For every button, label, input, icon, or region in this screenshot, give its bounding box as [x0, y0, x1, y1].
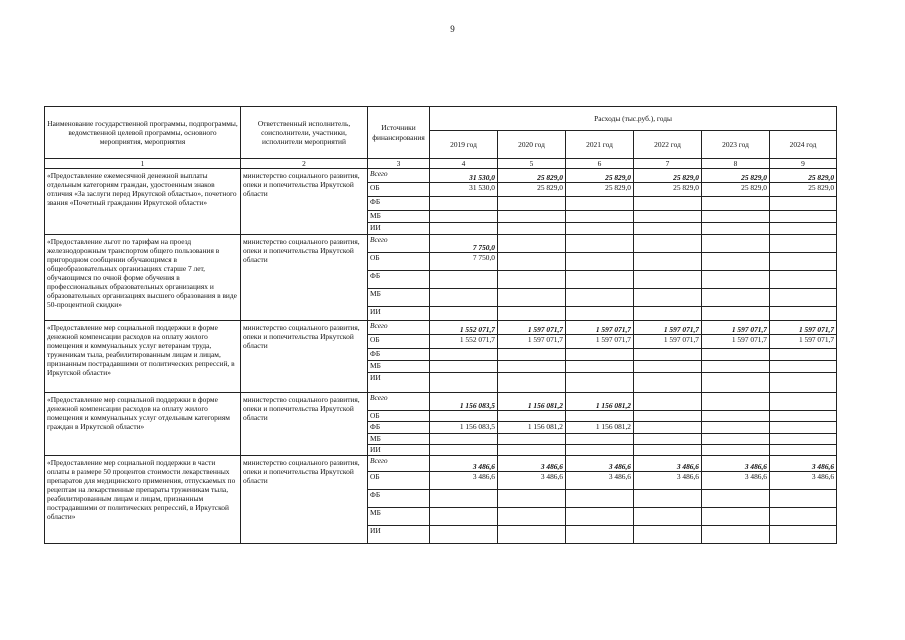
total-value	[702, 393, 770, 411]
header-year: 2019 год	[430, 131, 498, 159]
expense-value: 25 829,0	[566, 183, 634, 197]
header-executor: Ответственный исполнитель, соисполнители, участники, исполнители мероприятий	[241, 107, 368, 159]
measure-executor: министерство социального развития, опеки и попечительства Иркутской области	[241, 169, 368, 235]
total-value: 25 829,0	[498, 169, 566, 183]
total-value: 1 156 081,2	[498, 393, 566, 411]
funding-source: МБ	[368, 434, 430, 445]
expense-value	[634, 197, 702, 211]
measure-name: «Предоставление ежемесячной денежной выплаты отдельным категориям граждан, удостоенным знаков отличия «За заслуги перед Иркутской областью», почетного звания «Почетный гражданин Иркутской области»	[45, 169, 241, 235]
expense-value	[566, 373, 634, 393]
measure-executor: министерство социального развития, опеки и попечительства Иркутской области	[241, 235, 368, 321]
expense-value: 31 530,0	[430, 183, 498, 197]
expense-value	[430, 197, 498, 211]
total-value	[634, 393, 702, 411]
total-value: 1 597 071,7	[770, 321, 837, 335]
funding-source: Всего	[368, 235, 430, 253]
expense-value	[430, 271, 498, 289]
expense-value	[498, 349, 566, 361]
total-value	[566, 235, 634, 253]
expense-value	[770, 349, 837, 361]
funding-source: ИИ	[368, 445, 430, 456]
expense-value	[702, 307, 770, 321]
expense-value: 25 829,0	[634, 183, 702, 197]
expense-value: 1 156 081,2	[498, 422, 566, 434]
funding-source: МБ	[368, 289, 430, 307]
funding-source: ФБ	[368, 197, 430, 211]
expense-value	[566, 411, 634, 422]
expense-value	[634, 490, 702, 508]
expense-value	[498, 307, 566, 321]
expense-value	[566, 508, 634, 526]
budget-table	[44, 106, 837, 544]
expense-value	[702, 411, 770, 422]
funding-source: ФБ	[368, 271, 430, 289]
expense-value	[566, 211, 634, 223]
expense-value: 1 597 071,7	[770, 335, 837, 349]
funding-source: ОБ	[368, 183, 430, 197]
expense-value: 1 597 071,7	[498, 335, 566, 349]
expense-value: 3 486,6	[634, 472, 702, 490]
expense-value	[430, 361, 498, 373]
expense-value	[634, 361, 702, 373]
expense-value: 25 829,0	[702, 183, 770, 197]
funding-source: ОБ	[368, 472, 430, 490]
expense-value	[430, 211, 498, 223]
table-row	[45, 321, 837, 335]
total-value: 3 486,6	[566, 456, 634, 472]
expense-value	[770, 526, 837, 544]
expense-value	[566, 490, 634, 508]
table-body	[45, 169, 837, 544]
expense-value	[430, 349, 498, 361]
column-index: 1	[45, 159, 241, 169]
expense-value	[566, 271, 634, 289]
funding-source: ИИ	[368, 307, 430, 321]
expense-value: 3 486,6	[498, 472, 566, 490]
expense-value	[498, 197, 566, 211]
measure-name: «Предоставление мер социальной поддержки в форме денежной компенсации расходов на оплату жилого помещения и коммунальных услуг отдельным категориям граждан в Иркутской области»	[45, 393, 241, 456]
total-value: 1 597 071,7	[634, 321, 702, 335]
column-index: 3	[368, 159, 430, 169]
expense-value: 1 597 071,7	[566, 335, 634, 349]
expense-value	[702, 361, 770, 373]
expense-value: 1 597 071,7	[702, 335, 770, 349]
expense-value	[566, 253, 634, 271]
expense-value	[566, 349, 634, 361]
expense-value	[770, 490, 837, 508]
expense-value	[770, 422, 837, 434]
column-index: 8	[702, 159, 770, 169]
expense-value	[566, 307, 634, 321]
column-index-row	[45, 159, 837, 169]
expense-value: 7 750,0	[430, 253, 498, 271]
total-value: 7 750,0	[430, 235, 498, 253]
expense-value: 1 156 083,5	[430, 422, 498, 434]
funding-source: Всего	[368, 456, 430, 472]
expense-value	[498, 526, 566, 544]
total-value: 1 552 071,7	[430, 321, 498, 335]
measure-name: «Предоставление мер социальной поддержки в части оплаты в размере 50 процентов стоимости лекарственных препаратов для медицинского применения, отпускаемых по рецептам на лекарственные препараты труженикам тыла, реабилитированным лицам и лицам, признанным пострадавшими от политических репрессий, в Иркутской области»	[45, 456, 241, 544]
total-value: 3 486,6	[430, 456, 498, 472]
expense-value	[634, 289, 702, 307]
expense-value	[702, 197, 770, 211]
expense-value	[430, 223, 498, 235]
expense-value: 1 597 071,7	[634, 335, 702, 349]
expense-value	[770, 211, 837, 223]
total-value: 25 829,0	[634, 169, 702, 183]
funding-source: МБ	[368, 211, 430, 223]
expense-value	[430, 445, 498, 456]
column-index: 7	[634, 159, 702, 169]
expense-value	[634, 508, 702, 526]
total-value: 1 156 081,2	[566, 393, 634, 411]
expense-value	[430, 526, 498, 544]
expense-value	[498, 211, 566, 223]
total-value: 1 597 071,7	[566, 321, 634, 335]
funding-source: ОБ	[368, 335, 430, 349]
expense-value	[430, 373, 498, 393]
page-number: 9	[450, 24, 455, 34]
expense-value	[430, 490, 498, 508]
expense-value	[770, 253, 837, 271]
funding-source: ИИ	[368, 526, 430, 544]
header-name: Наименование государственной программы, подпрограммы, ведомственной целевой программы, основного мероприятия, мероприятия	[45, 107, 241, 159]
expense-value	[770, 271, 837, 289]
expense-value	[770, 307, 837, 321]
expense-value	[498, 445, 566, 456]
expense-value	[702, 445, 770, 456]
header-expenses: Расходы (тыс.руб.), годы	[430, 107, 837, 131]
total-value: 3 486,6	[770, 456, 837, 472]
expense-value: 3 486,6	[770, 472, 837, 490]
total-value: 1 597 071,7	[498, 321, 566, 335]
measure-executor: министерство социального развития, опеки и попечительства Иркутской области	[241, 393, 368, 456]
expense-value	[770, 361, 837, 373]
expense-value	[566, 289, 634, 307]
header-year: 2024 год	[770, 131, 837, 159]
expense-value	[634, 445, 702, 456]
funding-source: Всего	[368, 169, 430, 183]
expense-value	[702, 211, 770, 223]
funding-source: МБ	[368, 361, 430, 373]
expense-value	[498, 373, 566, 393]
expense-value	[702, 422, 770, 434]
expense-value: 3 486,6	[566, 472, 634, 490]
expense-value	[702, 526, 770, 544]
expense-value	[498, 434, 566, 445]
header-source: Источники финансирования	[368, 107, 430, 159]
total-value: 31 530,0	[430, 169, 498, 183]
total-value: 3 486,6	[634, 456, 702, 472]
expense-value	[498, 411, 566, 422]
total-value: 25 829,0	[770, 169, 837, 183]
funding-source: ОБ	[368, 411, 430, 422]
expense-value	[770, 508, 837, 526]
table-row	[45, 393, 837, 411]
header-year: 2022 год	[634, 131, 702, 159]
expense-value	[566, 526, 634, 544]
expense-value	[634, 434, 702, 445]
total-value: 25 829,0	[702, 169, 770, 183]
expense-value	[498, 253, 566, 271]
expense-value: 1 156 081,2	[566, 422, 634, 434]
total-value: 3 486,6	[498, 456, 566, 472]
expense-value: 25 829,0	[498, 183, 566, 197]
expense-value	[498, 508, 566, 526]
expense-value	[430, 508, 498, 526]
expense-value	[498, 361, 566, 373]
expense-value	[770, 445, 837, 456]
header-year: 2021 год	[566, 131, 634, 159]
expense-value	[634, 526, 702, 544]
table-header	[45, 107, 837, 169]
expense-value	[634, 349, 702, 361]
expense-value	[566, 434, 634, 445]
expense-value: 3 486,6	[702, 472, 770, 490]
column-index: 2	[241, 159, 368, 169]
column-index: 4	[430, 159, 498, 169]
header-year: 2020 год	[498, 131, 566, 159]
total-value: 1 156 083,5	[430, 393, 498, 411]
total-value	[702, 235, 770, 253]
funding-source: ИИ	[368, 373, 430, 393]
funding-source: ФБ	[368, 490, 430, 508]
expense-value	[702, 434, 770, 445]
expense-value	[634, 223, 702, 235]
funding-source: ИИ	[368, 223, 430, 235]
expense-value	[566, 223, 634, 235]
total-value	[498, 235, 566, 253]
expense-value	[770, 373, 837, 393]
expense-value	[702, 253, 770, 271]
expense-value	[702, 349, 770, 361]
column-index: 5	[498, 159, 566, 169]
expense-value	[634, 411, 702, 422]
expense-value	[430, 307, 498, 321]
expense-value	[498, 223, 566, 235]
expense-value	[770, 434, 837, 445]
total-value	[634, 235, 702, 253]
expense-value	[702, 223, 770, 235]
expense-value	[634, 422, 702, 434]
total-value	[770, 235, 837, 253]
expense-value	[634, 253, 702, 271]
total-value: 25 829,0	[566, 169, 634, 183]
expense-value	[702, 490, 770, 508]
expense-value	[430, 289, 498, 307]
expense-value	[430, 411, 498, 422]
expense-value	[702, 289, 770, 307]
expense-value	[498, 271, 566, 289]
expense-value	[566, 197, 634, 211]
table-row	[45, 235, 837, 253]
expense-value	[634, 373, 702, 393]
expense-value	[770, 197, 837, 211]
expense-value: 3 486,6	[430, 472, 498, 490]
table-row	[45, 169, 837, 183]
expense-value	[634, 211, 702, 223]
funding-source: ФБ	[368, 349, 430, 361]
measure-executor: министерство социального развития, опеки и попечительства Иркутской области	[241, 456, 368, 544]
expense-value	[566, 445, 634, 456]
column-index: 9	[770, 159, 837, 169]
table-row	[45, 456, 837, 472]
expense-value	[498, 490, 566, 508]
total-value	[770, 393, 837, 411]
total-value: 3 486,6	[702, 456, 770, 472]
expense-value	[702, 508, 770, 526]
expense-value: 25 829,0	[770, 183, 837, 197]
column-index: 6	[566, 159, 634, 169]
expense-value	[566, 361, 634, 373]
measure-executor: министерство социального развития, опеки и попечительства Иркутской области	[241, 321, 368, 393]
measure-name: «Предоставление мер социальной поддержки в форме денежной компенсации расходов на оплату жилого помещения и коммунальных услуг ветеранам труда, труженикам тыла, реабилитированным лицам и лицам, признанным пострадавшими от политических репрессий, в Иркутской области»	[45, 321, 241, 393]
expense-value: 1 552 071,7	[430, 335, 498, 349]
expense-value	[430, 434, 498, 445]
expense-value	[770, 289, 837, 307]
expense-value	[770, 411, 837, 422]
expense-value	[702, 373, 770, 393]
expense-value	[498, 289, 566, 307]
funding-source: Всего	[368, 321, 430, 335]
total-value: 1 597 071,7	[702, 321, 770, 335]
expense-value	[770, 223, 837, 235]
expense-value	[702, 271, 770, 289]
measure-name: «Предоставление льгот по тарифам на проезд железнодорожным транспортом общего пользования в пригородном сообщении обучающимся в общеобразовательных организациях старше 7 лет, обучающимся по очной форме обучения в профессиональных образовательных организациях и образовательных организациях высшего образования в виде 50-процентной скидки»	[45, 235, 241, 321]
header-year: 2023 год	[702, 131, 770, 159]
funding-source: ФБ	[368, 422, 430, 434]
expense-value	[634, 271, 702, 289]
funding-source: Всего	[368, 393, 430, 411]
funding-source: ОБ	[368, 253, 430, 271]
funding-source: МБ	[368, 508, 430, 526]
expense-value	[634, 307, 702, 321]
